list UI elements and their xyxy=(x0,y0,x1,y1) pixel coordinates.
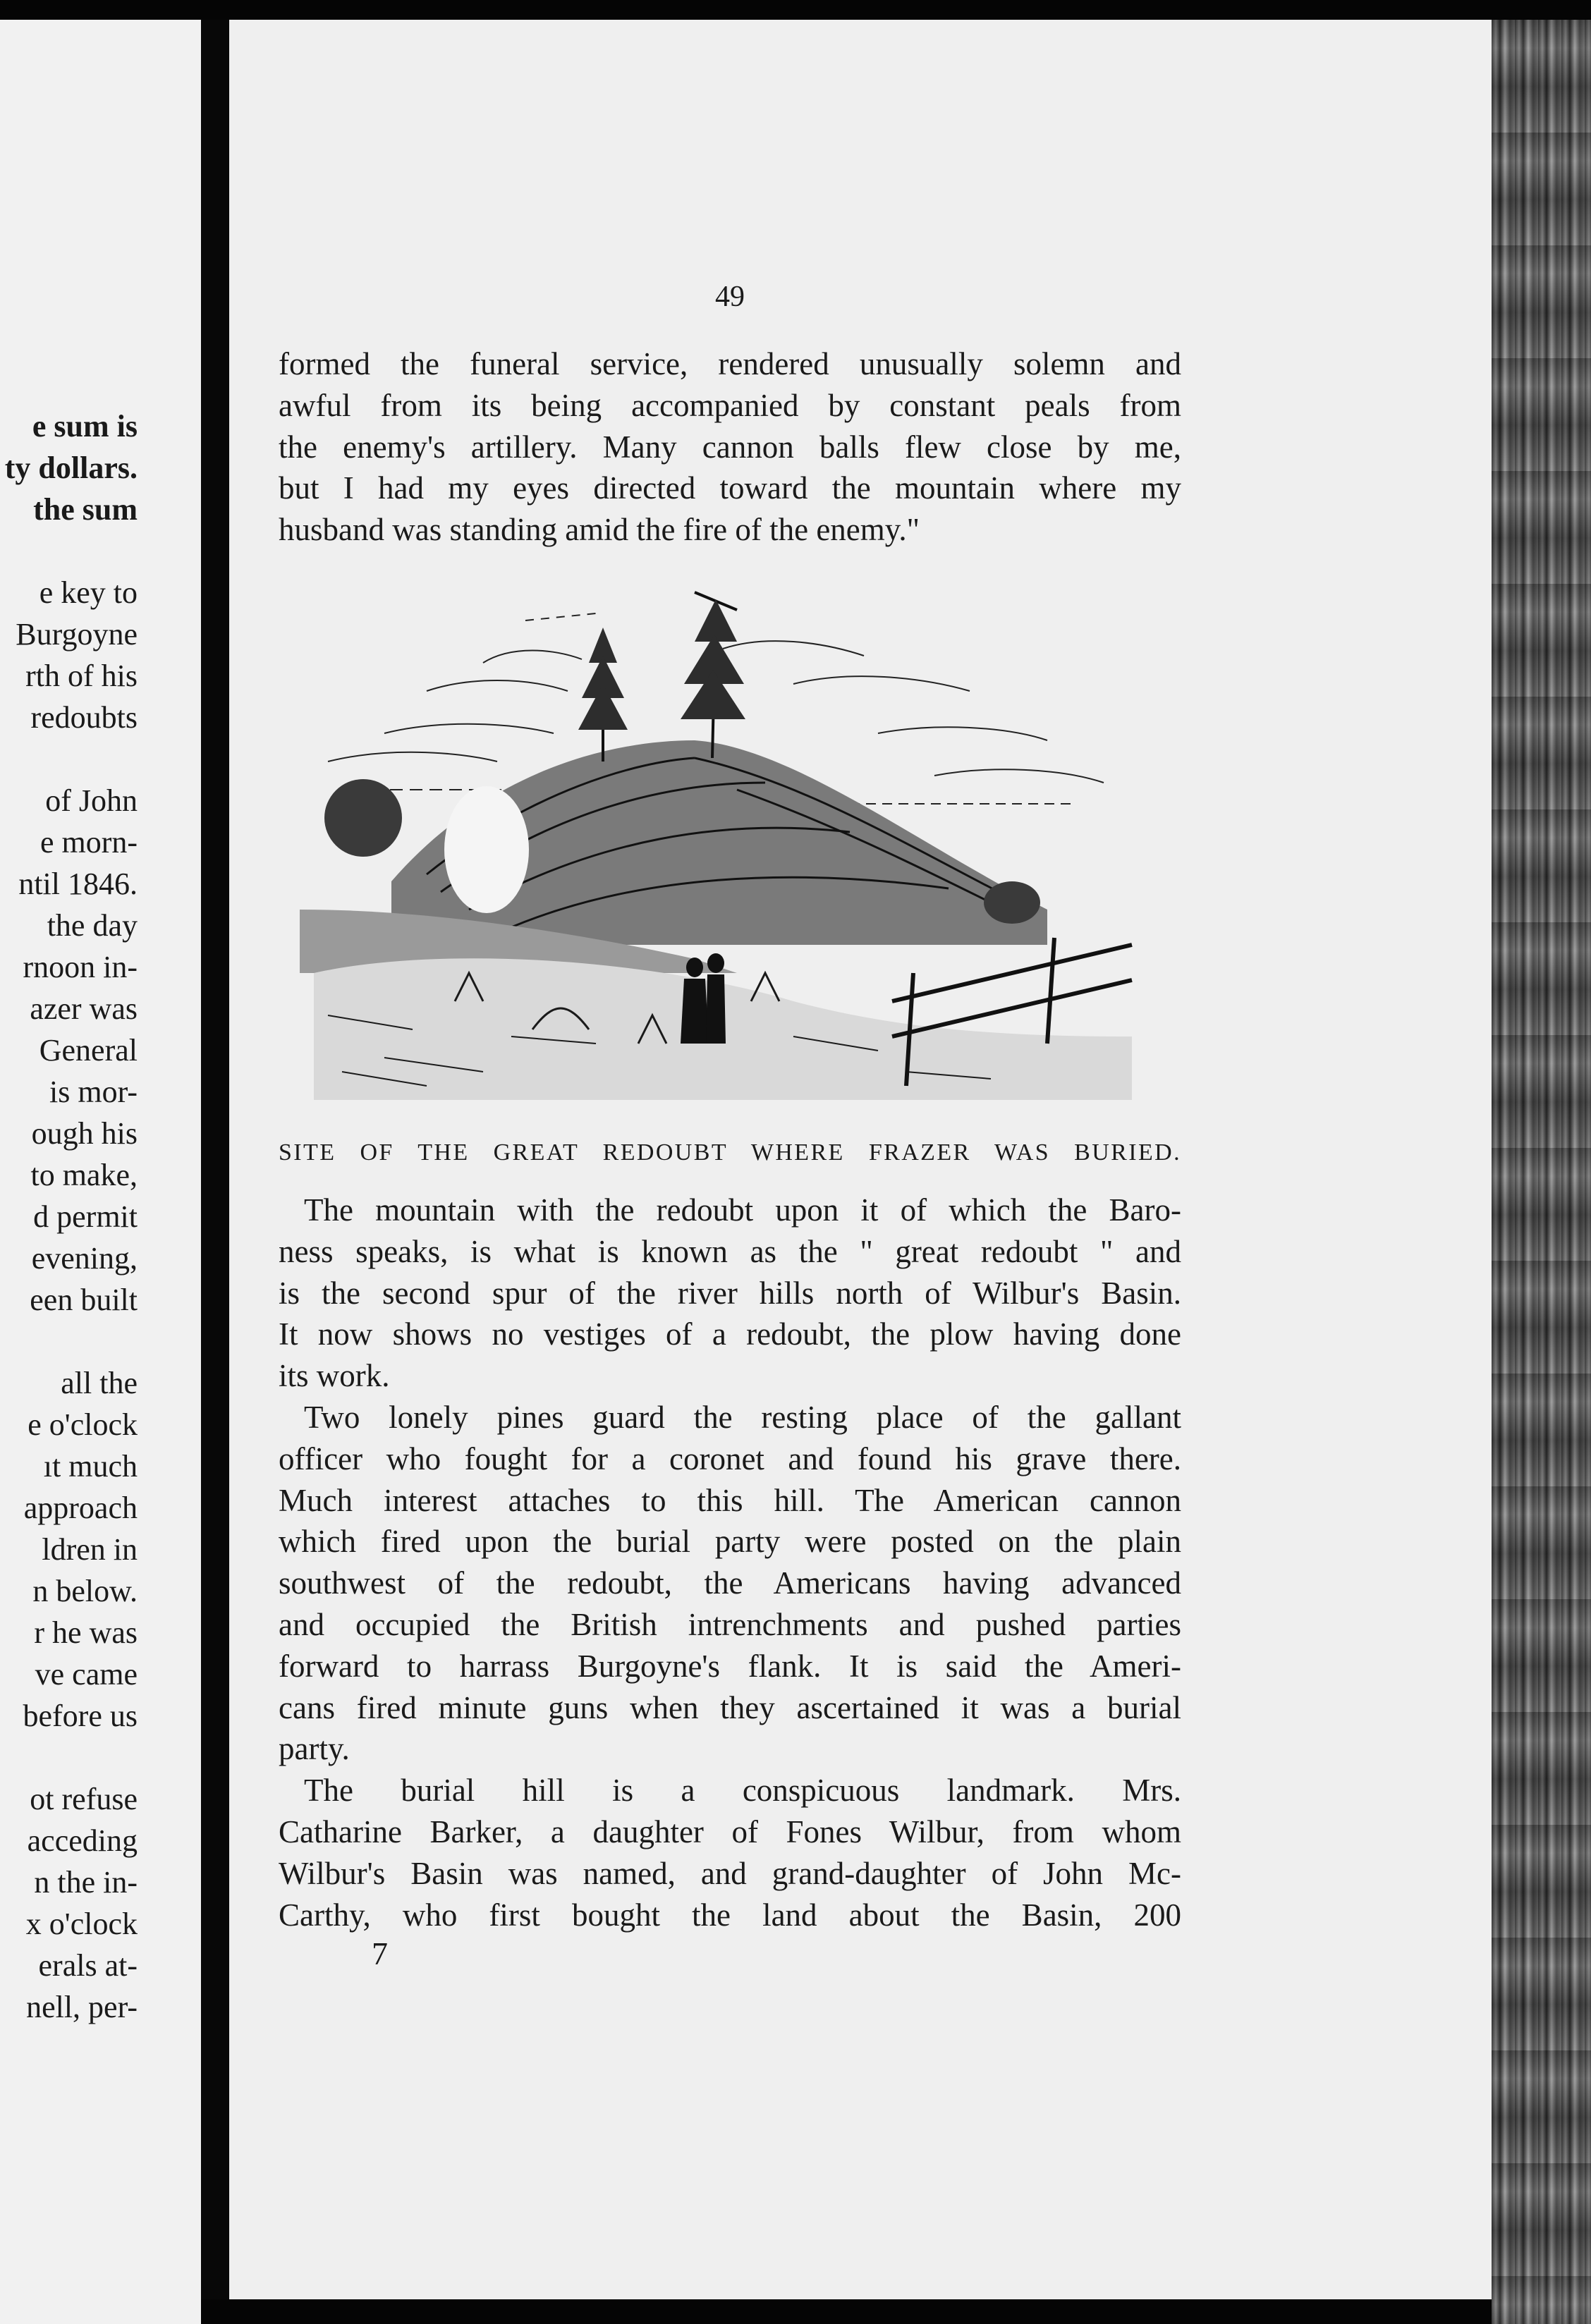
facing-page-line: e sum is xyxy=(32,409,138,444)
signature-mark: 7 xyxy=(372,1935,388,1971)
facing-page-line: e o'clock xyxy=(28,1407,138,1442)
text-line: formed the funeral service, rendered unusually solemn and xyxy=(279,346,1181,381)
facing-page-line: r he was xyxy=(34,1615,138,1650)
facing-page-line: is mor- xyxy=(49,1075,138,1109)
text-line: forward to harrass Burgoyne's flank. It is said the Ameri- xyxy=(279,1648,1181,1684)
facing-page-line: ot refuse xyxy=(30,1782,138,1816)
facing-page-line: nell, per- xyxy=(26,1990,138,2024)
facing-page-line: of John xyxy=(45,783,138,818)
redoubt-engraving-illustration xyxy=(300,578,1153,1100)
book-gutter xyxy=(201,20,229,2324)
facing-page-line: redoubts xyxy=(30,700,138,735)
text-line: It now shows no vestiges of a redoubt, the plow having done xyxy=(279,1316,1181,1352)
facing-page-line: ntil 1846. xyxy=(18,867,138,901)
facing-page-line: ıt much xyxy=(43,1449,138,1484)
text-line: but I had my eyes directed toward the mountain where my xyxy=(279,470,1181,506)
book-edge-texture xyxy=(1492,20,1591,2324)
text-line: Two lonely pines guard the resting place of the gallant xyxy=(304,1399,1181,1435)
facing-page-line: n below. xyxy=(32,1574,138,1608)
text-line: cans fired minute guns when they ascertained it was a burial xyxy=(279,1689,1181,1725)
text-line: officer who fought for a coronet and found his grave there. xyxy=(279,1441,1181,1476)
facing-page-fragment xyxy=(0,20,201,2324)
text-line: its work. xyxy=(279,1358,390,1394)
facing-page-line: een built xyxy=(30,1283,138,1317)
facing-page-line: x o'clock xyxy=(25,1907,138,1941)
facing-page-line: before us xyxy=(23,1699,138,1733)
facing-page-line: ty dollars. xyxy=(4,451,138,485)
scan-top-edge xyxy=(0,0,1591,20)
facing-page-line: to make, xyxy=(30,1158,138,1192)
facing-page-line: azer was xyxy=(30,991,138,1026)
opening-paragraph xyxy=(279,343,1181,551)
facing-page-line: n the in- xyxy=(34,1865,138,1900)
illustration-caption: SITE OF THE GREAT REDOUBT WHERE FRAZER WAS BURIED. xyxy=(279,1139,1181,1166)
text-line: The burial hill is a conspicuous landmark. Mrs. xyxy=(304,1773,1181,1809)
page-number: 49 xyxy=(715,281,745,313)
facing-page-line: General xyxy=(39,1033,138,1068)
text-line: Wilbur's Basin was named, and grand-daughter of John Mc- xyxy=(279,1855,1181,1891)
text-line: Catharine Barker, a daughter of Fones Wilbur, from whom xyxy=(279,1814,1181,1849)
facing-page-line: evening, xyxy=(31,1241,138,1276)
facing-page-line: ldren in xyxy=(42,1532,138,1567)
text-line: the enemy's artillery. Many cannon balls flew close by me, xyxy=(279,429,1181,465)
text-line: Carthy, who first bought the land about the Basin, 200 xyxy=(279,1897,1181,1933)
text-line: Much interest attaches to this hill. The American cannon xyxy=(279,1482,1181,1518)
text-line: and occupied the British intrenchments and pushed parties xyxy=(279,1606,1181,1642)
facing-page-line: the day xyxy=(47,908,138,943)
facing-page-line: erals at- xyxy=(38,1948,138,1983)
facing-page-line: approach xyxy=(23,1491,138,1525)
paragraph xyxy=(279,1397,1181,1770)
text-line: is the second spur of the river hills north of Wilbur's Basin. xyxy=(279,1275,1181,1311)
facing-page-line: rnoon in- xyxy=(23,950,138,984)
text-line: which fired upon the burial party were posted on the plain xyxy=(279,1524,1181,1560)
paragraph xyxy=(279,1770,1181,1935)
paragraph-continuation xyxy=(279,343,1181,551)
text-line: ness speaks, is what is known as the " great redoubt " and xyxy=(279,1233,1181,1269)
facing-page-line: ough his xyxy=(31,1116,138,1151)
facing-page-line: acceding xyxy=(27,1823,138,1858)
body-text xyxy=(279,1189,1181,1935)
text-line: The mountain with the redoubt upon it of which the Baro- xyxy=(304,1192,1181,1228)
facing-page-line: all the xyxy=(61,1366,138,1400)
facing-page-line: e key to xyxy=(39,575,138,610)
facing-page-line: ve came xyxy=(35,1657,138,1692)
text-line: husband was standing amid the fire of the enemy." xyxy=(279,512,920,548)
facing-page-line: Burgoyne xyxy=(16,617,138,652)
facing-page-line: the sum xyxy=(33,492,138,527)
text-line: party. xyxy=(279,1731,350,1767)
scan-bottom-edge xyxy=(201,2299,1492,2324)
facing-page-line: rth of his xyxy=(25,659,138,693)
facing-page-line: e morn- xyxy=(39,825,138,860)
text-line: southwest of the redoubt, the Americans having advanced xyxy=(279,1565,1181,1601)
paragraph xyxy=(279,1189,1181,1397)
text-line: awful from its being accompanied by constant peals from xyxy=(279,387,1181,423)
facing-page-line: d permit xyxy=(33,1199,138,1234)
